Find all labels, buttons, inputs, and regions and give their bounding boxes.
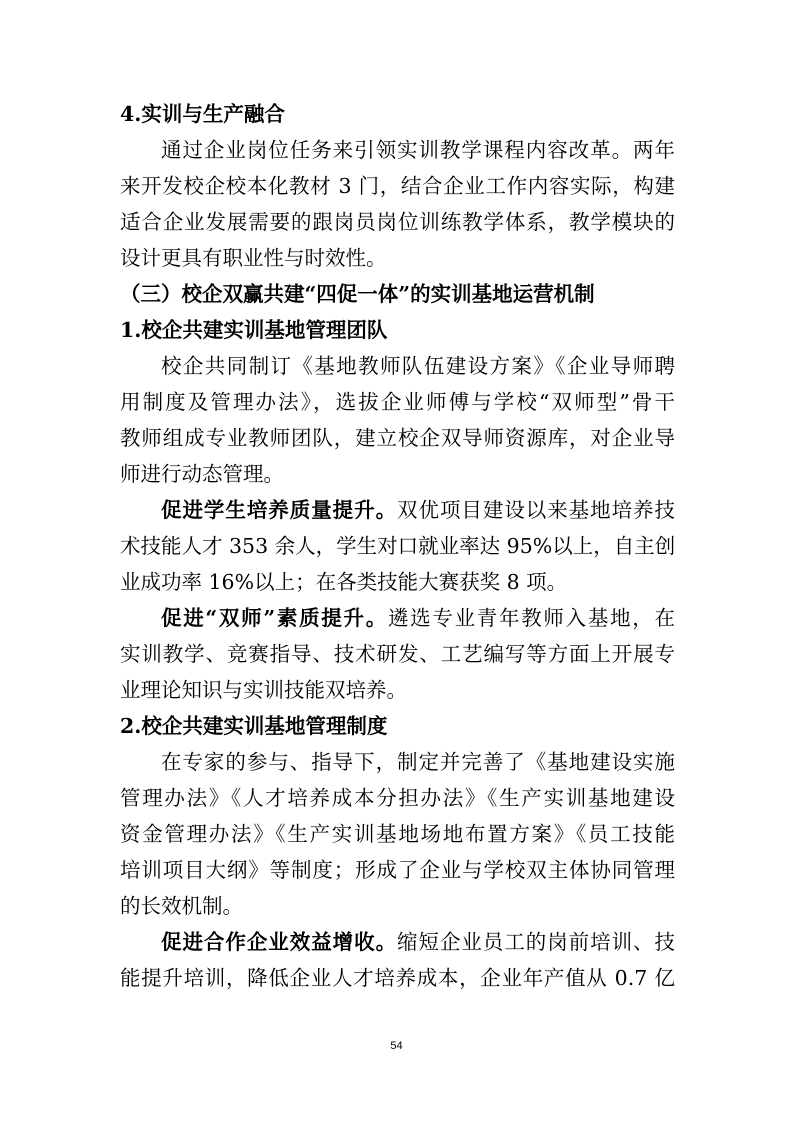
paragraph-dual-teacher <box>120 600 675 708</box>
paragraph-line: 资金管理办法》《生产实训基地场地布置方案》《员工技能 <box>120 822 675 846</box>
paragraph-line: 校企共同制订《基地教师队伍建设方案》《企业导师聘 <box>161 354 675 378</box>
document-body <box>120 96 675 996</box>
paragraph-line: 术技能人才 353 余人，学生对口就业率达 95%以上，自主创 <box>120 534 676 558</box>
paragraph-line: 管理办法》《人才培养成本分担办法》《生产实训基地建设 <box>120 786 675 810</box>
section-heading-operation-mechanism: （三）校企双赢共建“四促一体”的实训基地运营机制 <box>120 282 595 306</box>
paragraph-line: 通过企业岗位任务来引领实训教学课程内容改革。两年 <box>161 138 675 162</box>
paragraph-text: 缩短企业员工的岗前培训、技 <box>397 930 676 954</box>
bold-lead-phrase: 促进合作企业效益增收。 <box>161 930 398 954</box>
paragraph-line: 能提升培训，降低企业人才培养成本，企业年产值从 0.7 亿 <box>120 966 675 990</box>
paragraph-line: 来开发校企校本化教材 3 门，结合企业工作内容实际，构建 <box>120 174 675 198</box>
paragraph-text: 遴选专业青年教师入基地，在 <box>387 606 675 630</box>
bold-lead-phrase: 促进“双师”素质提升。 <box>161 606 388 630</box>
paragraph-line <box>120 492 675 528</box>
heading-practice-production: 4.实训与生产融合 <box>120 102 285 126</box>
paragraph-line <box>120 600 675 636</box>
paragraph-line: 设计更具有职业性与时效性。 <box>120 246 387 270</box>
paragraph-student-quality <box>120 492 675 600</box>
paragraph-regulations <box>120 744 675 924</box>
paragraph-line: 用制度及管理办法》，选拔企业师傅与学校“双师型”骨干 <box>120 390 675 414</box>
paragraph-line: 师进行动态管理。 <box>120 462 284 486</box>
paragraph-text: 双优项目建设以来基地培养技 <box>397 498 676 522</box>
paragraph-line: 教师组成专业教师团队，建立校企双导师资源库，对企业导 <box>120 426 675 450</box>
paragraph-enterprise-benefit <box>120 924 675 996</box>
paragraph-line: 业成功率 16%以上；在各类技能大赛获奖 8 项。 <box>120 570 568 594</box>
paragraph-teacher-team <box>120 348 675 492</box>
page-number: 54 <box>390 1040 403 1052</box>
heading-management-team: 1.校企共建实训基地管理团队 <box>120 318 388 342</box>
paragraph-curriculum-reform <box>120 132 675 276</box>
bold-lead-phrase: 促进学生培养质量提升。 <box>161 498 398 522</box>
paragraph-line: 在专家的参与、指导下，制定并完善了《基地建设实施 <box>161 750 675 774</box>
paragraph-line: 实训教学、竞赛指导、技术研发、工艺编写等方面上开展专 <box>120 642 675 666</box>
paragraph-line: 业理论知识与实训技能双培养。 <box>120 678 407 702</box>
heading-management-system: 2.校企共建实训基地管理制度 <box>120 714 388 738</box>
paragraph-line: 的长效机制。 <box>120 894 243 918</box>
paragraph-line: 培训项目大纲》等制度；形成了企业与学校双主体协同管理 <box>120 858 675 882</box>
paragraph-line: 适合企业发展需要的跟岗员岗位训练教学体系，教学模块的 <box>120 210 675 234</box>
paragraph-line <box>120 924 675 960</box>
